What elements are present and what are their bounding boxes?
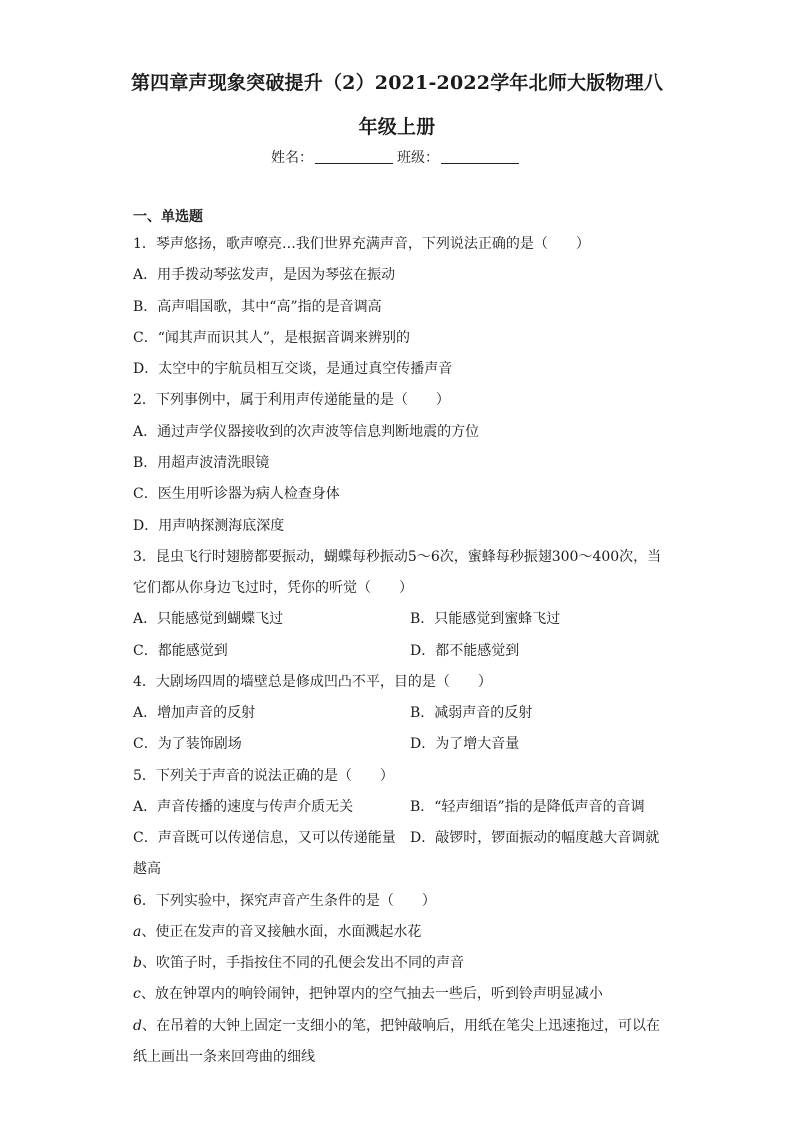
item-b-mark: b (133, 955, 142, 971)
question-5-stem: 5．下列关于声音的说法正确的是（ ） (133, 768, 394, 784)
question-6-stem: 6．下列实验中，探究声音产生条件的是（ ） (133, 893, 436, 909)
item-d-text: 、在吊着的大钟上固定一支细小的笔，把钟敲响后，用纸在笔尖上迅速拖过，可以在 (141, 1018, 660, 1034)
section-heading: 一、单选题 (133, 209, 203, 225)
question-2-option-a: A．通过声学仪器接收到的次声波等信息判断地震的方位 (133, 424, 480, 440)
question-3-stem-line-1: 3．昆虫飞行时翅膀都要振动，蝴蝶每秒振动5～6次，蜜蜂每秒振翅300～400次，当 (133, 549, 662, 565)
question-6-item-b (133, 952, 464, 972)
question-1-option-b: B．高声唱国歌，其中“高”指的是音调高 (133, 299, 382, 315)
student-info (0, 147, 794, 167)
class-label: 班级： (397, 150, 439, 166)
name-blank (315, 149, 393, 164)
name-label: 姓名： (271, 150, 313, 166)
question-1-option-c: C．“闻其声而识其人”，是根据音调来辨别的 (133, 330, 411, 346)
page-title-line-2: 年级上册 (358, 116, 436, 138)
question-3-option-a: A．只能感觉到蝴蝶飞过 (133, 611, 284, 627)
question-5-option-a: A．声音传播的速度与传声介质无关 (133, 799, 354, 815)
question-6-item-a (133, 921, 421, 941)
question-2-option-b: B．用超声波清洗眼镜 (133, 455, 270, 471)
question-2-option-c: C．医生用听诊器为病人检查身体 (133, 486, 340, 502)
question-5-option-d-line-1: D．敲锣时，锣面振动的幅度越大音调就 (410, 830, 660, 846)
question-1-option-a: A．用手拨动琴弦发声，是因为琴弦在振动 (133, 267, 396, 283)
question-4-option-d: D．为了增大音量 (410, 736, 520, 752)
item-d-mark: d (133, 1018, 142, 1034)
question-3-stem-line-2: 它们都从你身边飞过时，凭你的听觉（ ） (133, 580, 413, 596)
item-a-text: 、使正在发声的音叉接触水面，水面溅起水花 (141, 924, 422, 940)
question-5-option-d-line-2: 越高 (133, 861, 161, 877)
item-a-mark: a (133, 924, 142, 940)
item-c-text: 、放在钟罩内的响铃闹钟，把钟罩内的空气抽去一些后，听到铃声明显减小 (140, 986, 603, 1002)
question-6-item-d-line-2: 纸上画出一条来回弯曲的细线 (133, 1049, 315, 1065)
question-6-item-c (133, 983, 603, 1003)
question-1-stem: 1．琴声悠扬，歌声嘹亮…我们世界充满声音，下列说法正确的是（ ） (133, 236, 590, 252)
item-b-text: 、吹笛子时，手指按住不同的孔便会发出不同的声音 (141, 955, 464, 971)
question-4-option-a: A．增加声音的反射 (133, 705, 256, 721)
question-3-option-d: D．都不能感觉到 (410, 643, 520, 659)
question-4-option-c: C．为了装饰剧场 (133, 736, 242, 752)
class-blank (441, 149, 519, 164)
question-1-option-d: D．太空中的宇航员相互交谈，是通过真空传播声音 (133, 361, 453, 377)
question-4-option-b: B．减弱声音的反射 (410, 705, 533, 721)
question-5-option-b: B．“轻声细语”指的是降低声音的音调 (410, 799, 645, 815)
question-5-option-c: C．声音既可以传递信息，又可以传递能量 (133, 830, 396, 846)
question-2-stem: 2．下列事例中，属于利用声传递能量的是（ ） (133, 392, 450, 408)
question-6-item-d (133, 1015, 660, 1035)
page-title-line-1: 第四章声现象突破提升（2）2021-2022学年北师大版物理八 (130, 72, 664, 94)
item-c-mark: c (133, 986, 141, 1002)
question-2-option-d: D．用声呐探测海底深度 (133, 518, 285, 534)
question-3-option-b: B．只能感觉到蜜蜂飞过 (410, 611, 561, 627)
question-4-stem: 4．大剧场四周的墙壁总是修成凹凸不平，目的是（ ） (133, 674, 492, 690)
question-3-option-c: C．都能感觉到 (133, 643, 228, 659)
